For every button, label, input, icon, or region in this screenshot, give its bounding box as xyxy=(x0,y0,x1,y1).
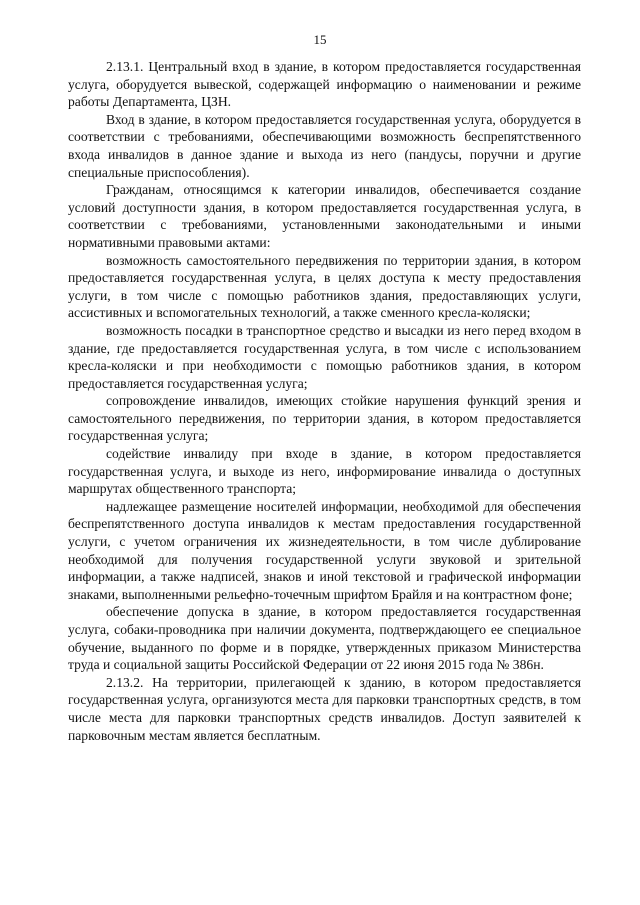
list-item-movement: возможность самостоятельного передвижения по территории здания, в котором предоставляется государственная услуга, в целях доступа к месту предоставления услуги, в том числе с помощью работников здания, предоставляющих услуги, ассистивных и вспомогательных технологий, а также сменного кресла-коляски; xyxy=(68,252,581,321)
list-item-assistance: содействие инвалиду при входе в здание, в котором предоставляется государственная услуга, и выходе из него, информирование инвалида о доступных маршрутах общественного транспорта; xyxy=(68,446,581,497)
list-item-boarding: возможность посадки в транспортное средство и высадки из него перед входом в здание, где предоставляется государственная услуга, в том числе с использованием кресла-коляски и при необходимости с помощью работников здания, в котором предоставляется государственная услуга; xyxy=(68,322,581,391)
document-body xyxy=(68,58,581,744)
list-item-information-placement: надлежащее размещение носителей информации, необходимой для обеспечения беспрепятственного доступа инвалидов к местам предоставления государственной услуги, с учетом ограничения их жизнедеятельности, в том числе дублирование необходимой для получения государственной услуги звуковой и зрительной информации, а также надписей, знаков и иной текстовой и графической информации знаками, выполненными рельефно-точечным шрифтом Брайля и на контрастном фоне; xyxy=(68,498,581,602)
paragraph-accessibility-conditions: Гражданам, относящимся к категории инвалидов, обеспечивается создание условий доступности здания, в котором предоставляется государственная услуга, в соответствии с требованиями, установленными законодательными и иными нормативными правовыми актами: xyxy=(68,182,581,250)
page-number: 15 xyxy=(313,32,327,47)
list-item-guide-dog: обеспечение допуска в здание, в котором предоставляется государственная услуга, собаки-проводника при наличии документа, подтверждающего ее специальное обучение, выданного по форме и в порядке, утвержденных приказом Министерства труда и социальной защиты Российской Федерации от 22 июня 2015 года № 386н. xyxy=(68,604,581,673)
paragraph-2-13-1: 2.13.1. Центральный вход в здание, в котором предоставляется государственная услуга, оборудуется вывеской, содержащей информацию о наименовании и режиме работы Департамента, ЦЗН. xyxy=(68,59,581,110)
paragraph-entrance-equipment: Вход в здание, в котором предоставляется государственная услуга, оборудуется в соответствии с требованиями, обеспечивающими возможность беспрепятственного входа инвалидов в данное здание и выхода из него (пандусы, поручни и другие специальные приспособления). xyxy=(68,111,581,180)
list-item-escort: сопровождение инвалидов, имеющих стойкие нарушения функций зрения и самостоятельного передвижения, по территории здания, в котором предоставляется государственная услуга; xyxy=(68,393,581,444)
paragraph-2-13-2: 2.13.2. На территории, прилегающей к зданию, в котором предоставляется государственная услуга, организуются места для парковки транспортных средств, в том числе места для парковки транспортных средств инвалидов. Доступ заявителей к парковочным местам является бесплатным. xyxy=(68,674,581,743)
